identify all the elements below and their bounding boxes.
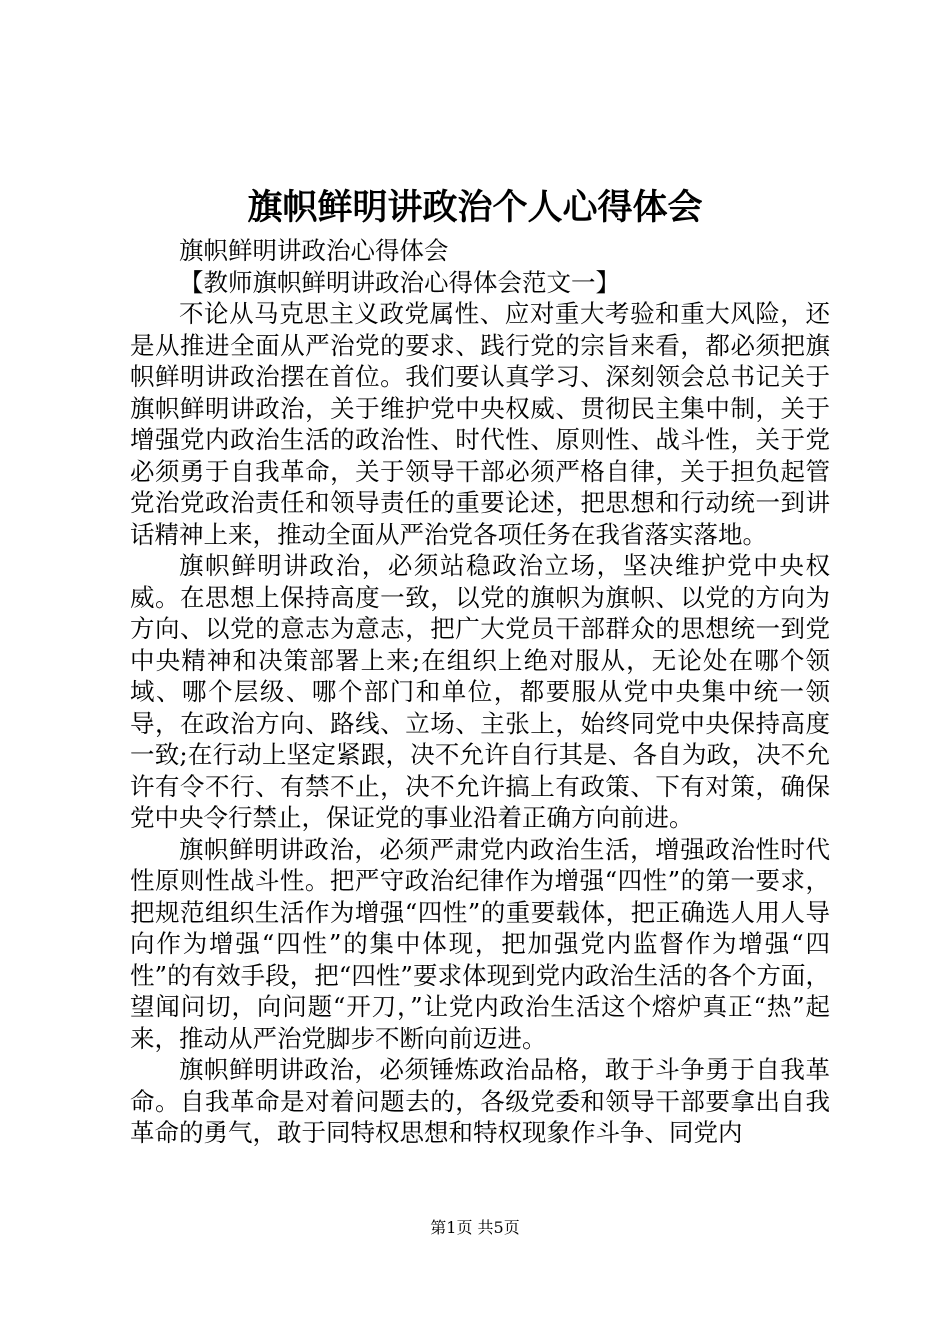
paragraph-2: 旗帜鲜明讲政治，必须站稳政治立场，坚决维护党中央权威。在思想上保持高度一致，以党的旗帜为旗帜、以党的方向为方向、以党的意志为意志，把广大党员干部群众的思想统一到党中央精神和决策部署上来;在组织上绝对服从，无论处在哪个领域、哪个层级、哪个部门和单位，都要服从党中央集中统一领导，在政治方向、路线、立场、主张上，始终同党中央保持高度一致;在行动上坚定紧跟，决不允许自行其是、各自为政，决不允许有令不行、有禁不止，决不允许搞上有政策、下有对策，确保党中央令行禁止，保证党的事业沿着正确方向前进。 <box>130 551 830 832</box>
document-title: 旗帜鲜明讲政治个人心得体会 <box>247 187 703 228</box>
document-subtitle: 旗帜鲜明讲政治心得体会 <box>179 236 449 265</box>
paragraph-1: 不论从马克思主义政党属性、应对重大考验和重大风险，还是从推进全面从严治党的要求、践行党的宗旨来看，都必须把旗帜鲜明讲政治摆在首位。我们要认真学习、深刻领会总书记关于旗帜鲜明讲政治，关于维护党中央权威、贯彻民主集中制，关于增强党内政治生活的政治性、时代性、原则性、战斗性，关于党必须勇于自我革命，关于领导干部必须严格自律，关于担负起管党治党政治责任和领导责任的重要论述，把思想和行动统一到讲话精神上来，推动全面从严治党各项任务在我省落实落地。 <box>130 299 830 549</box>
page-number-footer: 第1页 共5页 <box>430 1218 520 1237</box>
section-heading: 【教师旗帜鲜明讲政治心得体会范文一】 <box>179 267 620 297</box>
document-body <box>130 235 830 1149</box>
paragraph-4: 旗帜鲜明讲政治，必须锤炼政治品格，敢于斗争勇于自我革命。自我革命是对着问题去的，各级党委和领导干部要拿出自我革命的勇气，敢于同特权思想和特权现象作斗争、同党内 <box>130 1055 830 1147</box>
paragraph-3: 旗帜鲜明讲政治，必须严肃党内政治生活，增强政治性时代性原则性战斗性。把严守政治纪律作为增强“四性”的第一要求，把规范组织生活作为增强“四性”的重要载体，把正确选人用人导向作为增强“四性”的集中体现，把加强党内监督作为增强“四性”的有效手段，把“四性”要求体现到党内政治生活的各个方面，望闻问切，向问题“开刀，”让党内政治生活这个熔炉真正“热”起来，推动从严治党脚步不断向前迈进。 <box>130 834 830 1053</box>
